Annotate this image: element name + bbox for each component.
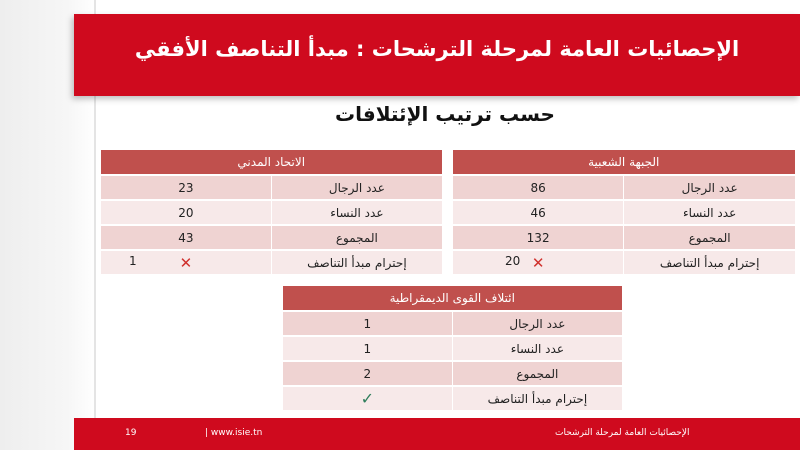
table-header: الجبهة الشعبية [453, 150, 796, 175]
row-label: عدد النساء [452, 336, 622, 361]
row-value [283, 386, 453, 411]
cross-icon: ✕ [531, 253, 545, 272]
table-row [283, 336, 623, 361]
row-value: 23 [101, 175, 272, 200]
row-value [453, 250, 624, 275]
row-label: المجموع [271, 225, 442, 250]
row-value: 2 [283, 361, 453, 386]
table-civil-union [100, 150, 442, 276]
table-row [453, 200, 796, 225]
row-label: عدد الرجال [452, 311, 622, 336]
row-value: 86 [453, 175, 624, 200]
row-label: إحترام مبدأ التناصف [452, 386, 622, 411]
table-row [453, 175, 796, 200]
slide-title: الإحصائيات العامة لمرحلة الترشحات : مبدأ التناصف الأفقي [134, 37, 740, 61]
table-row [453, 225, 796, 250]
non-compliant-count: 20 [505, 254, 521, 268]
row-label: عدد الرجال [624, 175, 795, 200]
table-header: الاتحاد المدني [101, 150, 443, 175]
table-popular-front [452, 150, 795, 276]
row-label: عدد النساء [624, 200, 795, 225]
row-value: 43 [101, 225, 272, 250]
row-label: إحترام مبدأ التناصف [624, 250, 795, 275]
footer-title: الإحصائيات العامة لمرحلة الترشحات [555, 428, 690, 438]
non-compliant-count: 1 [129, 254, 137, 268]
table-row [101, 175, 443, 200]
section-subtitle: حسب ترتيب الإئتلافات [335, 102, 555, 126]
table-row [283, 386, 623, 411]
table-row [101, 200, 443, 225]
footer-website: | www.isie.tn [205, 428, 263, 438]
check-icon: ✓ [360, 389, 375, 408]
table-row [101, 225, 443, 250]
row-value: 46 [453, 200, 624, 225]
row-value: 132 [453, 225, 624, 250]
table-row [283, 311, 623, 336]
table-row [101, 250, 443, 275]
row-value: 1 [283, 311, 453, 336]
row-value: 1 [283, 336, 453, 361]
table-row [453, 250, 796, 275]
footer-band [74, 418, 800, 450]
page-number: 19 [125, 428, 137, 438]
table-democratic-forces [282, 286, 622, 412]
row-label: إحترام مبدأ التناصف [271, 250, 442, 275]
row-value [101, 250, 272, 275]
row-label: المجموع [452, 361, 622, 386]
table-row [283, 361, 623, 386]
row-label: عدد الرجال [271, 175, 442, 200]
row-label: عدد النساء [271, 200, 442, 225]
row-label: المجموع [624, 225, 795, 250]
row-value: 20 [101, 200, 272, 225]
cross-icon: ✕ [179, 253, 193, 272]
table-header: ائتلاف القوى الديمقراطية [283, 286, 623, 311]
